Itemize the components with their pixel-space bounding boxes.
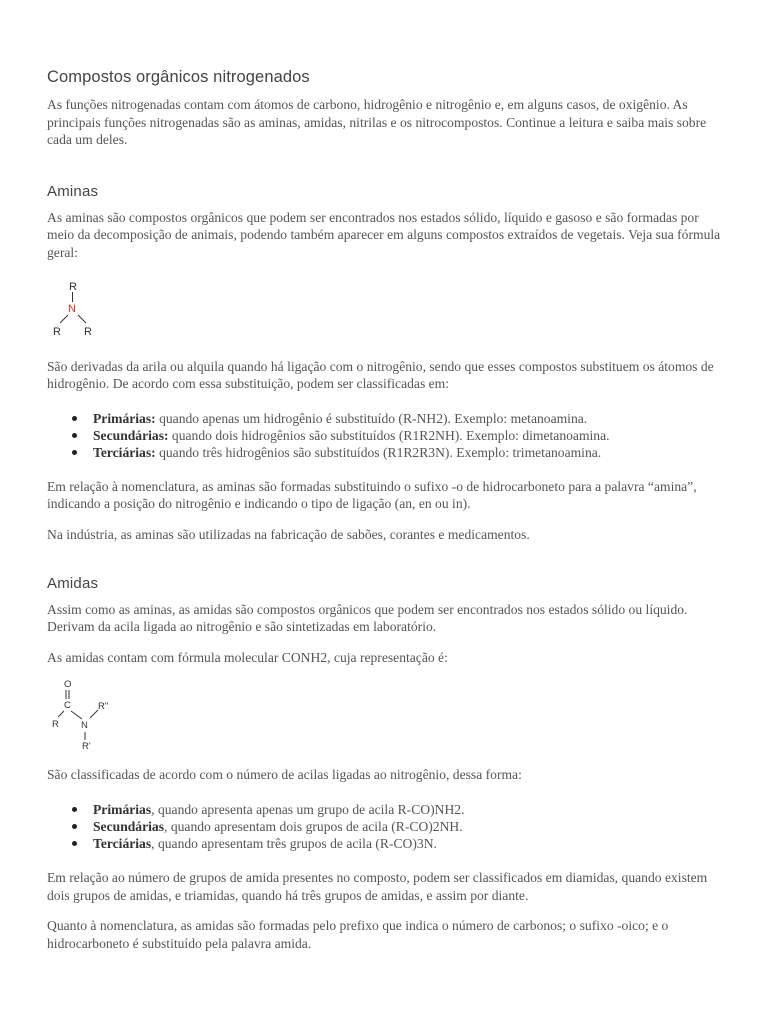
formula-n: N: [81, 720, 88, 732]
formula-r: R: [52, 719, 59, 731]
list-item: [93, 818, 727, 835]
list-item-term: Terciárias: [93, 835, 152, 851]
page-title: Compostos orgânicos nitrogenados: [47, 68, 310, 86]
intro-paragraph: As funções nitrogenadas contam com átomos de carbono, hidrogênio e nitrogênio e, em alguns casos, de oxigênio. As principais funções nitrogenadas são as aminas, amidas, nitrilas e os nitrocompostos. Continue a leitura e saiba mais sobre cada um deles.: [47, 97, 707, 148]
bond-line: [90, 710, 98, 718]
list-item: [93, 801, 727, 818]
aminas-classification-list: [47, 410, 727, 461]
list-item-term: Secundárias:: [93, 427, 169, 443]
formula-r-right: R: [84, 325, 92, 338]
list-item-text: quando dois hidrogênios são substituídos (R1R2NH). Exemplo: dimetanoamina.: [168, 427, 610, 443]
formula-r-double-prime: R": [98, 701, 109, 713]
section-heading-aminas: Aminas: [47, 182, 99, 200]
bond-line: [60, 315, 68, 323]
list-item-term: Secundárias: [93, 818, 165, 834]
formula-r-top: R: [69, 280, 77, 293]
bond-line: [71, 711, 82, 719]
list-item-term: Primárias:: [93, 410, 156, 426]
amine-formula-diagram: [49, 278, 109, 344]
bond-line: [58, 711, 64, 717]
amidas-paragraph-5: Quanto à nomenclatura, as amidas são formadas pelo prefixo que indica o número de carbonos; o sufixo -oico; e o hidrocarboneto é substituído pela palavra amida.: [47, 918, 669, 951]
list-item-text: , quando apresentam dois grupos de acila (R-CO)2NH.: [164, 818, 463, 834]
list-item: [93, 410, 727, 427]
amidas-paragraph-2: As amidas contam com fórmula molecular CONH2, cuja representação é:: [47, 649, 448, 665]
list-item-term: Terciárias:: [93, 444, 156, 460]
bond-line: [78, 315, 86, 323]
aminas-paragraph-2: São derivadas da arila ou alquila quando há ligação com o nitrogênio, sendo que esses compostos substituem os átomos de hidrogênio. De acordo com essa substituição, podem ser classificadas em:: [47, 358, 714, 392]
amidas-paragraph-3: São classificadas de acordo com o número de acilas ligadas ao nitrogênio, dessa forma:: [47, 767, 522, 783]
section-heading-amidas: Amidas: [47, 574, 99, 592]
list-item: [93, 835, 727, 852]
formula-r-prime: R': [82, 741, 91, 753]
list-item: [93, 444, 727, 461]
list-item-text: quando apenas um hidrogênio é substituído (R-NH2). Exemplo: metanoamina.: [155, 410, 588, 426]
list-item-text: quando três hidrogênios são substituídos (R1R2R3N). Exemplo: trimetanoamina.: [155, 444, 602, 460]
formula-c: C: [64, 700, 71, 712]
formula-r-left: R: [53, 325, 61, 338]
aminas-paragraph-4: Na indústria, as aminas são utilizadas na fabricação de sabões, corantes e medicamentos.: [47, 526, 530, 542]
article: [47, 68, 727, 952]
list-item-text: , quando apresentam três grupos de acila (R-CO)3N.: [151, 835, 437, 851]
list-item-term: Primárias: [93, 801, 152, 817]
list-item-text: , quando apresenta apenas um grupo de acila R-CO)NH2.: [151, 801, 465, 817]
amidas-paragraph-1: Assim como as aminas, as amidas são compostos orgânicos que podem ser encontrados nos estados sólido ou líquido. Derivam da acila ligada ao nitrogênio e são sintetizadas em laboratório.: [47, 601, 688, 635]
aminas-paragraph-1: As aminas são compostos orgânicos que podem ser encontrados nos estados sólido, líquido e gasoso e são formadas por meio da decomposição de animais, podendo também aparecer em alguns compostos extraídos de vegetais. Veja sua fórmula geral:: [47, 209, 721, 260]
formula-o: O: [64, 679, 72, 691]
amide-formula-diagram: [49, 676, 121, 754]
amidas-paragraph-4: Em relação ao número de grupos de amida presentes no composto, podem ser classificados em diamidas, quando existem dois grupos de amidas, e triamidas, quando há três grupos de amidas, e assim por diante.: [47, 869, 708, 903]
aminas-paragraph-3: Em relação à nomenclatura, as aminas são formadas substituindo o sufixo -o de hidrocarboneto para a palavra “amina”, indicando a posição do nitrogênio e indicando o tipo de ligação (an, en ou in).: [47, 478, 697, 512]
list-item: [93, 427, 727, 444]
amidas-classification-list: [47, 801, 727, 852]
formula-n-center: N: [68, 302, 76, 315]
